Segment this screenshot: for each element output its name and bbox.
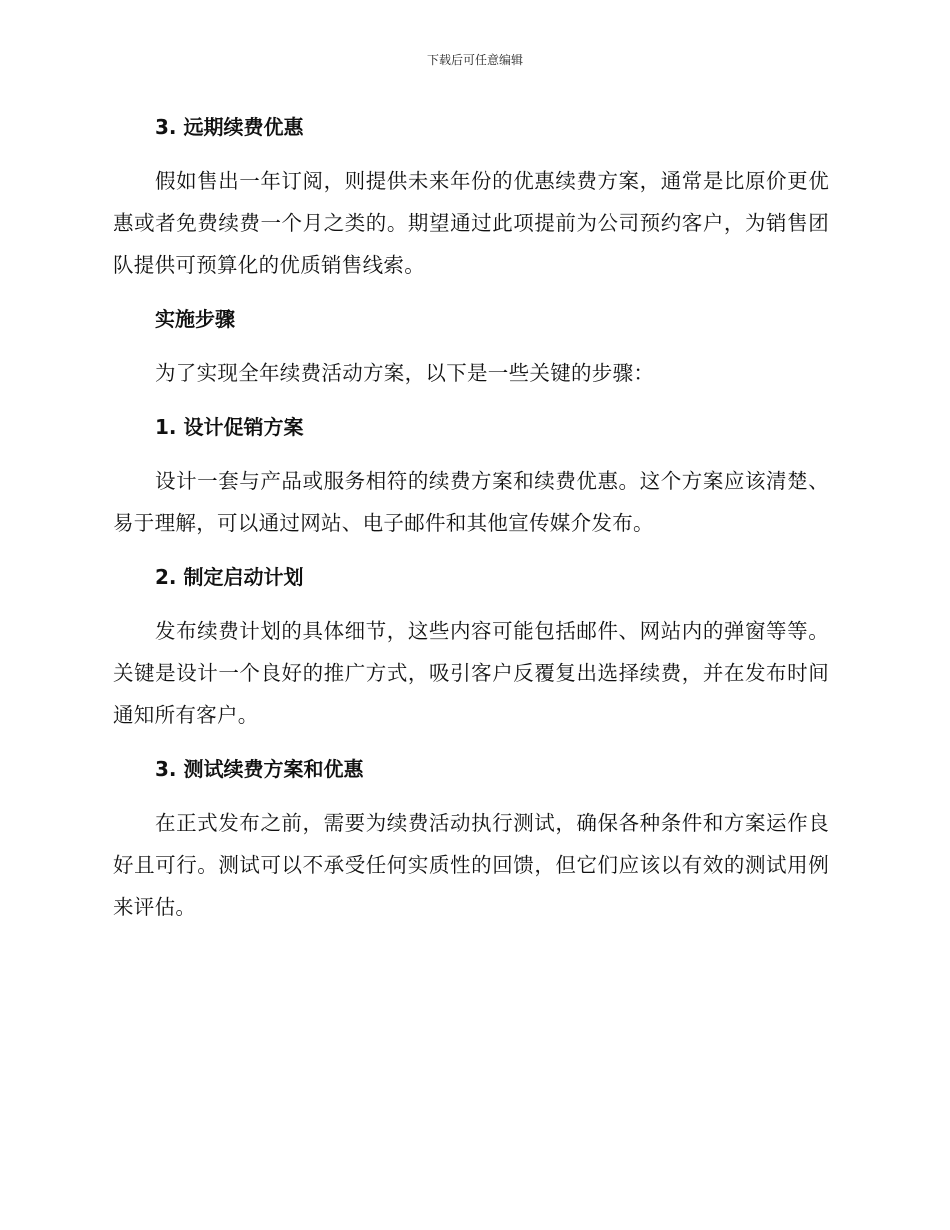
section-heading-design-promotion: 1. 设计促销方案 [155,415,304,439]
paragraph-implementation-intro: 为了实现全年续费活动方案，以下是一些关键的步骤： [155,361,655,385]
paragraph-launch-plan: 发布续费计划的具体细节，这些内容可能包括邮件、网站内的弹窗等等。关键是设计一个良好的推广方式，吸引客户反覆复出选择续费，并在发布时间通知所有客户。 [113,619,829,727]
paragraph-design-promotion: 设计一套与产品或服务相符的续费方案和续费优惠。这个方案应该清楚、易于理解，可以通过网站、电子邮件和其他宣传媒介发布。 [113,469,829,535]
section-heading-renewal-discount: 3. 远期续费优惠 [155,115,304,139]
section-heading-implementation-steps: 实施步骤 [155,307,235,331]
page-header: 下载后可任意编辑 [426,53,523,67]
document-body [113,108,829,942]
section-heading-launch-plan: 2. 制定启动计划 [155,565,304,589]
section-heading-test-renewal: 3. 测试续费方案和优惠 [155,757,364,781]
paragraph-test-renewal: 在正式发布之前，需要为续费活动执行测试，确保各种条件和方案运作良好且可行。测试可以不承受任何实质性的回馈，但它们应该以有效的测试用例来评估。 [113,811,829,919]
paragraph-renewal-discount: 假如售出一年订阅，则提供未来年份的优惠续费方案，通常是比原价更优惠或者免费续费一个月之类的。期望通过此项提前为公司预约客户，为销售团队提供可预算化的优质销售线索。 [113,169,829,277]
